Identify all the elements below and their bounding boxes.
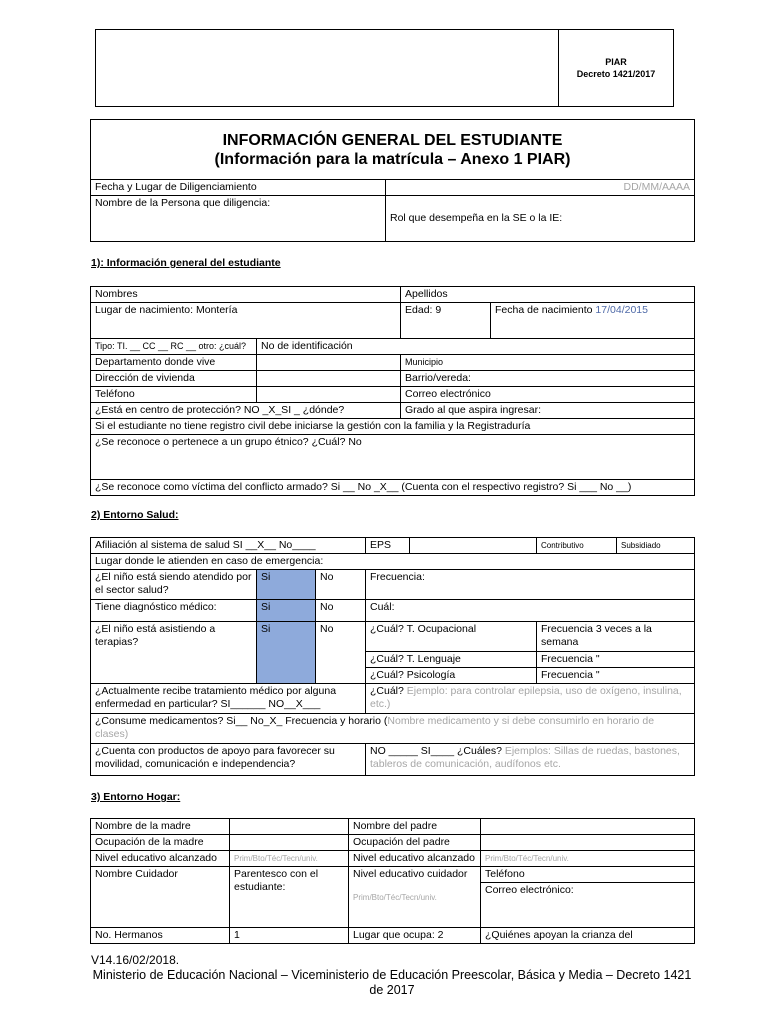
rol-field[interactable] <box>386 196 695 242</box>
atendido-label: ¿El niño está siendo atendido por el sector salud? <box>91 570 257 600</box>
terapia-psicologia[interactable]: ¿Cuál? Psicología <box>366 668 537 684</box>
nivel-padre-label: Nivel educativo alcanzado <box>349 851 481 867</box>
footer-ministerio: Ministerio de Educación Nacional – Viceministerio de Educación Preescolar, Básica y Media – Decreto 1421 de 2017 <box>92 968 692 997</box>
proteccion-field[interactable]: ¿Está en centro de protección? NO _X_SI _ ¿dónde? <box>91 403 401 419</box>
lugar-nacimiento-field[interactable]: Lugar de nacimiento: Montería <box>91 303 401 339</box>
header-box <box>95 29 674 107</box>
terapia-psicologia-frecuencia[interactable]: Frecuencia " <box>537 668 695 684</box>
departamento-label: Departamento donde vive <box>91 355 257 371</box>
nivel-cuidador-hint: Prim/Bto/Téc/Tecn/univ. <box>353 893 437 902</box>
ocupacion-madre-field[interactable] <box>230 835 349 851</box>
fecha-nacimiento-field[interactable] <box>491 303 695 339</box>
tratamiento-field[interactable]: ¿Actualmente recibe tratamiento médico por alguna enfermedad en particular? SI______ NO__X___ <box>91 684 366 714</box>
telefono-cuidador-field[interactable]: Teléfono <box>481 867 695 883</box>
etnico-field[interactable]: ¿Se reconoce o pertenece a un grupo étnico? ¿Cuál? No <box>91 435 695 480</box>
persona-field[interactable]: Nombre de la Persona que diligencia: <box>91 196 386 242</box>
header-decree: Decreto 1421/2017 <box>576 69 656 79</box>
apoyo-field[interactable] <box>366 744 695 776</box>
madre-field[interactable] <box>230 819 349 835</box>
apoyo-label: ¿Cuenta con productos de apoyo para favorecer su movilidad, comunicación e independencia? <box>91 744 366 776</box>
apellidos-field[interactable]: Apellidos <box>401 287 695 303</box>
barrio-field[interactable]: Barrio/vereda: <box>401 371 695 387</box>
medicamentos-label: ¿Consume medicamentos? Si__ No_X_ Frecuencia y horario ( <box>95 715 388 727</box>
afiliacion-field[interactable]: Afiliación al sistema de salud SI __X__ No____ <box>91 538 366 554</box>
telefono-label: Teléfono <box>91 387 257 403</box>
tipo-documento-field[interactable]: Tipo: TI. __ CC __ RC __ otro: ¿cuál? <box>91 339 257 355</box>
diagnostico-no[interactable]: No <box>316 600 366 622</box>
direccion-field[interactable] <box>257 371 401 387</box>
atendido-si[interactable]: Si <box>257 570 316 600</box>
departamento-field[interactable] <box>257 355 401 371</box>
fecha-nacimiento-label: Fecha de nacimiento <box>495 304 596 316</box>
fecha-label: Fecha y Lugar de Diligenciamiento <box>91 180 386 196</box>
nivel-cuidador-label: Nivel educativo cuidador <box>353 868 468 880</box>
atendido-no[interactable]: No <box>316 570 366 600</box>
section-3-table <box>90 818 695 944</box>
title-table <box>90 119 695 242</box>
terapia-lenguaje-frecuencia[interactable]: Frecuencia " <box>537 652 695 668</box>
section-3-heading: 3) Entorno Hogar: <box>91 791 181 803</box>
terapia-lenguaje[interactable]: ¿Cuál? T. Lenguaje <box>366 652 537 668</box>
header-piar: PIAR <box>605 57 627 67</box>
nombres-field[interactable]: Nombres <box>91 287 401 303</box>
terapia-ocupacional[interactable]: ¿Cuál? T. Ocupacional <box>366 622 537 652</box>
subsidiado-option[interactable]: Subsidiado <box>617 538 695 554</box>
tratamiento-ejemplo: Ejemplo: para controlar epilepsia, uso de oxígeno, insulina, etc.) <box>370 685 682 710</box>
tratamiento-cual-label: ¿Cuál? <box>370 685 407 697</box>
terapia-ocupacional-frecuencia[interactable]: Frecuencia 3 veces a la semana <box>537 622 695 652</box>
padre-field[interactable] <box>481 819 695 835</box>
diagnostico-cual-field[interactable]: Cuál: <box>366 600 695 622</box>
victima-field[interactable]: ¿Se reconoce como víctima del conflicto armado? Si __ No _X__ (Cuenta con el respectivo registro? Si ___ No __) <box>91 480 695 496</box>
tratamiento-cual-field[interactable] <box>366 684 695 714</box>
diagnostico-label: Tiene diagnóstico médico: <box>91 600 257 622</box>
direccion-label: Dirección de vivienda <box>91 371 257 387</box>
form-subtitle: (Información para la matrícula – Anexo 1 PIAR) <box>214 150 571 168</box>
lugar-ocupa-field[interactable]: Lugar que ocupa: 2 <box>349 928 481 944</box>
section-1-heading: 1): Información general del estudiante <box>91 257 281 269</box>
footer-version: V14.16/02/2018. <box>91 953 180 967</box>
correo-cuidador-field[interactable]: Correo electrónico: <box>481 883 695 928</box>
contributivo-option[interactable]: Contributivo <box>537 538 617 554</box>
nivel-madre-label: Nivel educativo alcanzado <box>91 851 230 867</box>
fecha-nacimiento-value: 17/04/2015 <box>595 304 648 316</box>
nivel-madre-field[interactable]: Prim/Bto/Téc/Tecn/univ. <box>230 851 349 867</box>
header-divider <box>558 30 559 106</box>
cuidador-field[interactable]: Nombre Cuidador <box>91 867 230 928</box>
terapias-si[interactable]: Si <box>257 622 316 684</box>
ocupacion-padre-label: Ocupación del padre <box>349 835 481 851</box>
terapias-label: ¿El niño está asistiendo a terapias? <box>91 622 257 684</box>
rol-label: Rol que desempeña en la SE o la IE: <box>390 212 563 224</box>
eps-label: EPS <box>366 538 410 554</box>
grado-field[interactable]: Grado al que aspira ingresar: <box>401 403 695 419</box>
ocupacion-madre-label: Ocupación de la madre <box>91 835 230 851</box>
ocupacion-padre-field[interactable] <box>481 835 695 851</box>
apoyo-hint: Ejemplos: Sillas de ruedas, bastones, tableros de comunicación, audífonos etc. <box>370 745 680 770</box>
madre-label: Nombre de la madre <box>91 819 230 835</box>
hermanos-label: No. Hermanos <box>91 928 230 944</box>
padre-label: Nombre del padre <box>349 819 481 835</box>
frecuencia-field[interactable]: Frecuencia: <box>366 570 695 600</box>
terapias-no[interactable]: No <box>316 622 366 684</box>
diagnostico-si[interactable]: Si <box>257 600 316 622</box>
telefono-field[interactable] <box>257 387 401 403</box>
eps-field[interactable] <box>410 538 537 554</box>
fecha-field[interactable]: DD/MM/AAAA <box>386 180 695 196</box>
section-2-heading: 2) Entorno Salud: <box>91 509 179 521</box>
municipio-field[interactable]: Municipio <box>401 355 695 371</box>
identificacion-field[interactable]: No de identificación <box>257 339 695 355</box>
edad-field[interactable]: Edad: 9 <box>401 303 491 339</box>
medicamentos-hint: Nombre medicamento y si debe consumirlo en horario de clases) <box>95 715 655 740</box>
title-cell <box>91 120 695 180</box>
registro-note: Si el estudiante no tiene registro civil debe iniciarse la gestión con la familia y la Registraduría <box>91 419 695 435</box>
section-1-table <box>90 286 695 496</box>
nivel-cuidador-field[interactable] <box>349 867 481 928</box>
form-title: INFORMACIÓN GENERAL DEL ESTUDIANTE <box>222 131 563 149</box>
correo-field[interactable]: Correo electrónico <box>401 387 695 403</box>
nivel-padre-field[interactable]: Prim/Bto/Téc/Tecn/univ. <box>481 851 695 867</box>
lugar-atencion-field[interactable]: Lugar donde le atienden en caso de emergencia: <box>91 554 695 570</box>
crianza-field[interactable]: ¿Quiénes apoyan la crianza del <box>481 928 695 944</box>
apoyo-respuesta: NO _____ SI____ ¿Cuáles? <box>370 745 505 757</box>
hermanos-field[interactable]: 1 <box>230 928 349 944</box>
section-2-table <box>90 537 695 776</box>
medicamentos-field[interactable] <box>91 714 695 744</box>
parentesco-field[interactable]: Parentesco con el estudiante: <box>230 867 349 928</box>
